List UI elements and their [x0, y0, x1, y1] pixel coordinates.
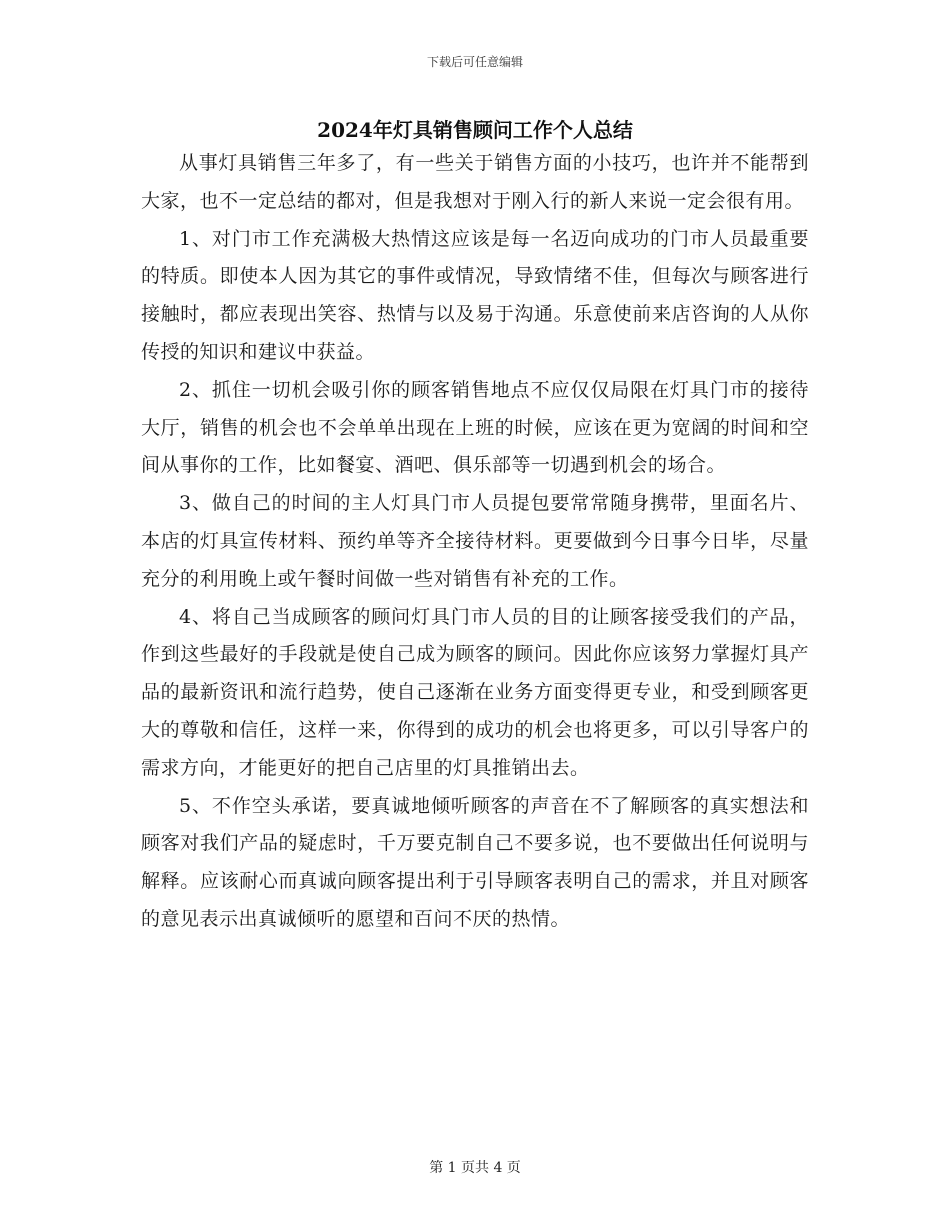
document-title: 2024年灯具销售顾问工作个人总结: [317, 118, 633, 142]
page-number: 第 1 页共 4 页: [429, 1160, 521, 1176]
paragraph-point-4: 4、将自己当成顾客的顾问灯具门市人员的目的让顾客接受我们的产品，作到这些最好的手段就是使自己成为顾客的顾问。因此你应该努力掌握灯具产品的最新资讯和流行趋势，使自己逐渐在业务方面变得更专业，和受到顾客更大的尊敬和信任，这样一来，你得到的成功的机会也将更多，可以引导客户的需求方向，才能更好的把自己店里的灯具推销出去。: [141, 605, 809, 779]
document-body: [141, 145, 809, 939]
paragraph-point-1: 1、对门市工作充满极大热情这应该是每一名迈向成功的门市人员最重要的特质。即使本人因为其它的事件或情况，导致情绪不佳，但每次与顾客进行接触时，都应表现出笑容、热情与以及易于沟通。乐意使前来店咨询的人从你传授的知识和建议中获益。: [141, 227, 809, 363]
header-note: 下载后可任意编辑: [426, 55, 523, 69]
paragraph-point-2: 2、抓住一切机会吸引你的顾客销售地点不应仅仅局限在灯具门市的接待大厅，销售的机会也不会单单出现在上班的时候，应该在更为宽阔的时间和空间从事你的工作，比如餐宴、酒吧、俱乐部等一切遇到机会的场合。: [141, 378, 809, 477]
paragraph-point-5: 5、不作空头承诺，要真诚地倾听顾客的声音在不了解顾客的真实想法和顾客对我们产品的疑虑时，千万要克制自己不要多说，也不要做出任何说明与解释。应该耐心而真诚向顾客提出利于引导顾客表明自己的需求，并且对顾客的意见表示出真诚倾听的愿望和百问不厌的热情。: [141, 794, 809, 930]
paragraph-intro: 从事灯具销售三年多了，有一些关于销售方面的小技巧，也许并不能帮到大家，也不一定总结的都对，但是我想对于刚入行的新人来说一定会很有用。: [141, 152, 809, 212]
paragraph-point-3: 3、做自己的时间的主人灯具门市人员提包要常常随身携带，里面名片、本店的灯具宣传材料、预约单等齐全接待材料。更要做到今日事今日毕，尽量充分的利用晚上或午餐时间做一些对销售有补充的工作。: [141, 492, 809, 590]
